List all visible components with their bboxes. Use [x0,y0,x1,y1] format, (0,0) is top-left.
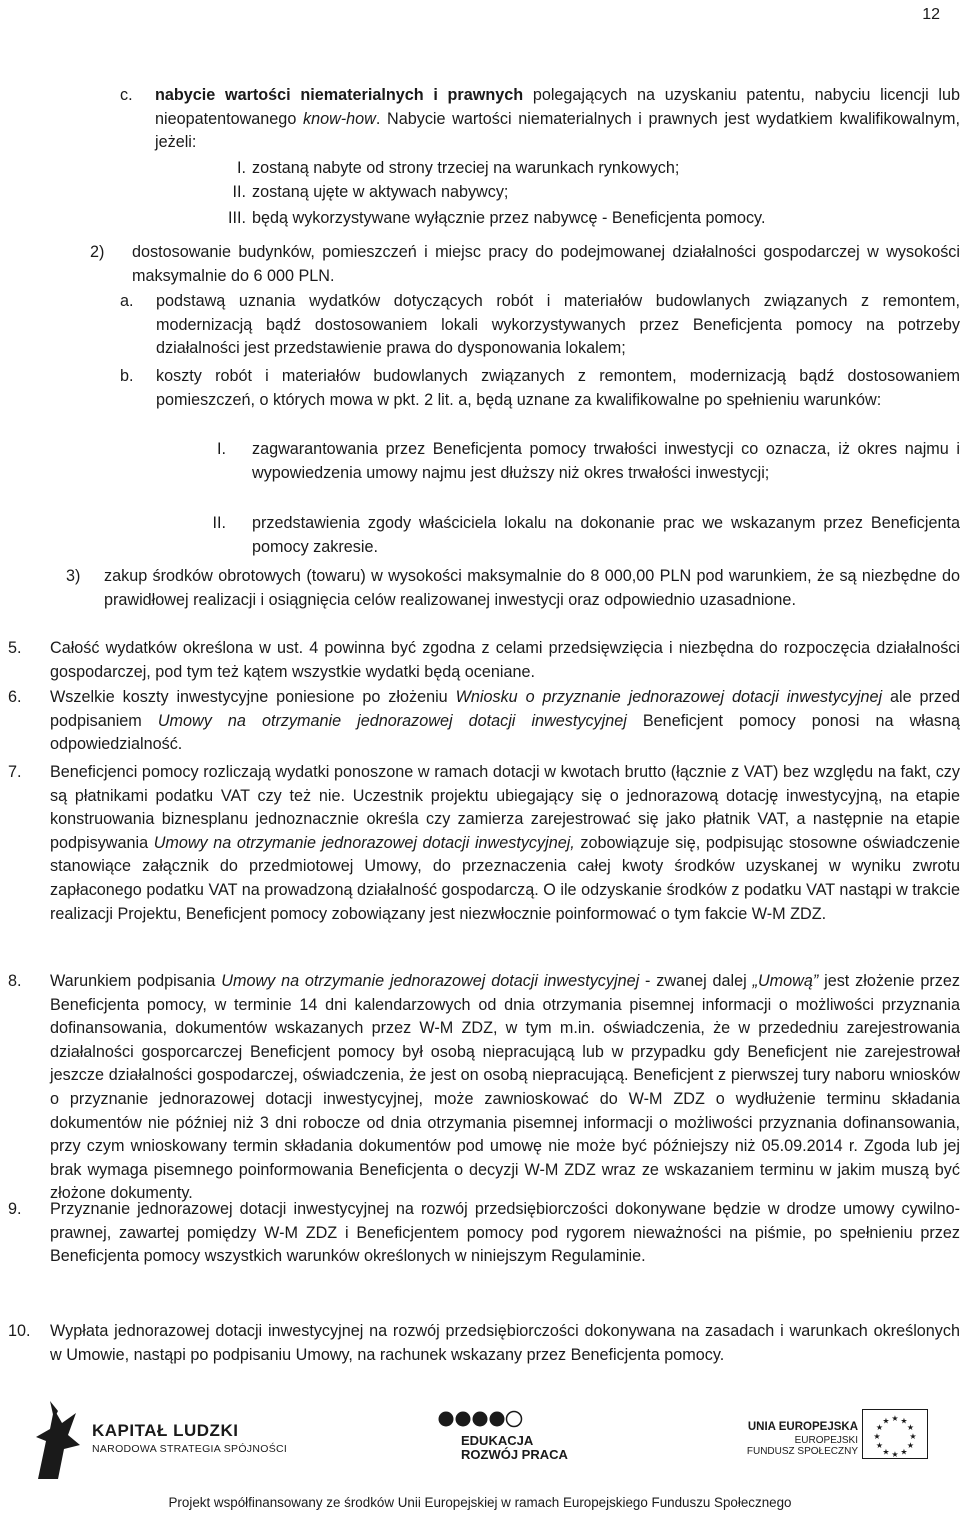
footer-funding-text: Projekt współfinansowany ze środków Unii Europejskiej w ramach Europejskiego Funduszu Społecznego [168,1495,792,1510]
svg-text:★: ★ [891,1450,899,1459]
item-10-text: Wypłata jednorazowej dotacji inwestycyjnej na rozwój przedsiębiorczości dokonywana na zasadach i warunkach określonych w Umowie, nastąpi po podpisaniu Umowy, na rachunek wskazany przez Beneficjenta pomocy. [50,1322,960,1364]
item-5 [8,637,960,684]
item-6-text-1: Wszelkie koszty inwestycyjne poniesione po złożeniu [50,688,456,706]
svg-text:★: ★ [906,1441,915,1450]
svg-text:★: ★ [906,1423,915,1432]
item-c-knowhow: know-how [302,109,376,128]
item-2-a-text: podstawą uznania wydatków dotyczących robót i materiałów budowlanych związanych z remontem, modernizacją bądź dostosowaniem lokali wykorzystywanych przez Beneficjenta pomocy na potrzeby działalności jest przedstawienie prawa do dysponowania lokalem; [156,292,960,358]
kapital-ludzki-sub: NARODOWA STRATEGIA SPÓJNOŚCI [92,1443,288,1455]
svg-text:★: ★ [882,1416,890,1426]
svg-text:★: ★ [882,1447,890,1457]
item-c-sub-2 [216,181,956,205]
edukacja-dots-icon [436,1409,526,1429]
item-c-heading: nabycie wartości niematerialnych i prawnych [155,86,524,104]
item-c-text-1: polegających na uzyskaniu patentu, nabyciu licencji lub nieopatentowanego [155,86,960,128]
item-8-text-1: Warunkiem podpisania [50,972,222,990]
item-c-text-2: . Nabycie wartości niematerialnych i prawnych jest wydatkiem kwalifikowalnym, jeżeli: [155,109,960,152]
edukacja-sub: ROZWÓJ PRACA [461,1447,568,1462]
item-2-b-sub-1-label: I. [217,440,226,458]
footer-logos [0,1395,960,1485]
item-c [120,84,960,155]
item-c-sub-2-label: II. [232,183,246,201]
item-2-label: 2) [90,243,105,261]
item-c-sub-3 [216,207,956,231]
item-7-umowa: Umowy na otrzymanie jednorazowej dotacji inwestycyjnej, [153,833,575,852]
item-6-text-2: ale przed podpisaniem [50,688,960,730]
item-c-sub-1 [216,157,956,181]
svg-text:★: ★ [875,1423,884,1432]
item-8-text-2: - zwanej dalej [639,972,753,990]
item-6-umowa: Umowy na otrzymanie jednorazowej dotacji inwestycyjnej [157,711,627,730]
item-7 [8,761,960,926]
item-9 [8,1198,960,1269]
item-9-text: Przyznanie jednorazowej dotacji inwestycyjnej na rozwój przedsiębiorczości dokonywane będzie w drodze umowy cywilno-prawnej, zawartej pomiędzy W-M ZDZ i Beneficjentem pomocy pod rygorem nieważności na piśmie, po spełnieniu przez Beneficjenta pomocy wszystkich warunków określonych w niniejszym Regulaminie. [50,1200,960,1266]
item-2-text: dostosowanie budynków, pomieszczeń i miejsc pracy do podejmowanej działalności gospodarczej w wysokości maksymalnie do 6 000 PLN. [132,243,960,285]
item-3-text: zakup środków obrotowych (towaru) w wysokości maksymalnie do 8 000,00 PLN pod warunkiem, że są niezbędne do prawidłowej realizacji i osiągnięcia celów realizowanej inwestycji oraz odpowiednio uzasadnione. [104,567,960,609]
item-2-b-sub-1 [200,438,960,485]
item-5-label: 5. [8,639,22,657]
edukacja-name: EDUKACJA [461,1433,534,1448]
item-2-a-label: a. [120,292,134,310]
kapital-ludzki-logo [28,1401,84,1479]
item-7-text-1: Beneficjenci pomocy rozliczają wydatki ponoszone w ramach dotacji w kwotach brutto (łącznie z VAT) bez względu na fakt, czy są płatnikami podatku VAT czy też nie. Uczestnik projektu ubiegający się o jednorazową dotację inwestycyjną, na etapie konstruowania biznesplanu jednoznacznie określa czy zamierza zarejestrować się jako płatnik VAT, a następnie na etapie podpisywania [50,763,960,852]
item-8-label: 8. [8,972,22,990]
eu-name: UNIA EUROPEJSKA [747,1421,858,1433]
item-2-b-sub-2-label: II. [212,514,226,532]
item-5-text: Całość wydatków określona w ust. 4 powinna być zgodna z celami przedsięwzięcia i niezbędna do rozpoczęcia działalności gospodarczej, pod tym też kątem wszystkie wydatki będą oceniane. [50,639,960,681]
item-10 [8,1320,960,1367]
item-8-umowa-quote: „Umową” [752,972,819,990]
eu-flag-icon [862,1409,928,1459]
item-2-b-label: b. [120,367,134,385]
svg-text:★: ★ [909,1432,917,1441]
item-6 [8,686,960,757]
item-7-text-2: zobowiązuje się, podpisując stosowne oświadczenie stanowiące załącznik do przedmiotowej Umowy, do przeznaczenia całej kwoty środków uzyskanej w wyniku zwrotu zapłaconego podatku VAT na prowadzoną działalność gospodarczą. O ile odzyskanie środków z podatku VAT nastąpi w trakcie realizacji Projektu, Beneficjent pomocy zobowiązany jest niezwłocznie poinformować o tym fakcie W-M ZDZ. [50,833,960,923]
item-8-text-3: jest złożenie przez Beneficjenta pomocy, w terminie 14 dni kalendarzowych od dnia otrzymania pisemnej informacji o możliwości przyznania dofinansowania, dokumentów wskazanych przez W-M ZDZ, w tym m.in. oświadczenia, że w przededniu zarejestrowania działalności gosporcarczej Beneficjent pomocy był osobą niepracującą lub w przypadku gdy Beneficjent nie zarejestrował jeszcze działalności gospodarczej, oświadczenia, że jest on osobą niepracującą. Beneficjent z pierwszej tury naboru wniosków o przyznanie jednorazowej dotacji inwestycyjnej, może zawnioskować do W-M ZDZ o wydłużenie terminu składania dokumentów nie później niż 3 dni robocze od dnia otrzymania pisemnej informacji o możliwości przyznania dofinansowania, przy czym wnioskowany termin składania dokumentów pod umowę nie może być późniejszy niż 05.09.2014 r. Zgoda lub jej brak wymaga pisemnego poinformowania Beneficjenta o decyzji W-M ZDZ wraz ze wskazaniem terminu w jakim muszą być złożone dokumenty. [50,972,960,1203]
item-2 [90,241,960,288]
svg-text:★: ★ [900,1416,908,1426]
item-2-b-text: koszty robót i materiałów budowlanych związanych z remontem, modernizacją bądź dostosowaniem pomieszczeń, o których mowa w pkt. 2 lit. a, będą uznane za kwalifikowalne po spełnieniu warunków: [156,367,960,409]
page-number: 12 [922,6,940,23]
item-c-sub-3-text: będą wykorzystywane wyłącznie przez nabywcę - Beneficjenta pomocy. [252,209,766,227]
item-8-umowa: Umowy na otrzymanie jednorazowej dotacji inwestycyjnej [221,972,640,990]
svg-text:★: ★ [873,1432,881,1441]
item-6-text-3: Beneficjent pomocy ponosi na własną odpowiedzialność. [50,711,960,754]
item-6-label: 6. [8,688,22,706]
svg-text:★: ★ [900,1447,908,1457]
item-8 [8,970,960,1206]
item-6-wniosek: Wniosku o przyznanie jednorazowej dotacji inwestycyjnej [455,688,883,706]
item-2-a [120,290,960,361]
item-3 [66,565,960,612]
eu-sub-2: FUNDUSZ SPOŁECZNY [746,1446,858,1457]
item-c-sub-2-text: zostaną ujęte w aktywach nabywcy; [252,183,509,201]
svg-text:★: ★ [875,1441,884,1450]
item-2-b-sub-2-text: przedstawienia zgody właściciela lokalu na dokonanie prac we wskazanym przez Beneficjenta pomocy zakresie. [252,514,960,556]
item-2-b-sub-2 [200,512,960,559]
svg-text:★: ★ [891,1414,899,1423]
item-c-label: c. [120,86,133,104]
item-c-sub-1-text: zostaną nabyte od strony trzeciej na warunkach rynkowych; [252,159,680,177]
item-3-label: 3) [66,567,81,585]
item-10-label: 10. [8,1322,31,1340]
kapital-ludzki-name: KAPITAŁ LUDZKI [92,1421,239,1440]
item-2-b [120,365,960,412]
item-7-label: 7. [8,763,22,781]
item-2-b-sub-1-text: zagwarantowania przez Beneficjenta pomocy trwałości inwestycji co oznacza, iż okres najmu i wypowiedzenia umowy najmu jest dłuższy niż okres trwałości inwestycji; [252,440,960,482]
eu-sub-1: EUROPEJSKI [794,1435,858,1446]
item-c-sub-3-label: III. [228,209,246,227]
item-c-sub-1-label: I. [237,159,246,177]
item-9-label: 9. [8,1200,22,1218]
